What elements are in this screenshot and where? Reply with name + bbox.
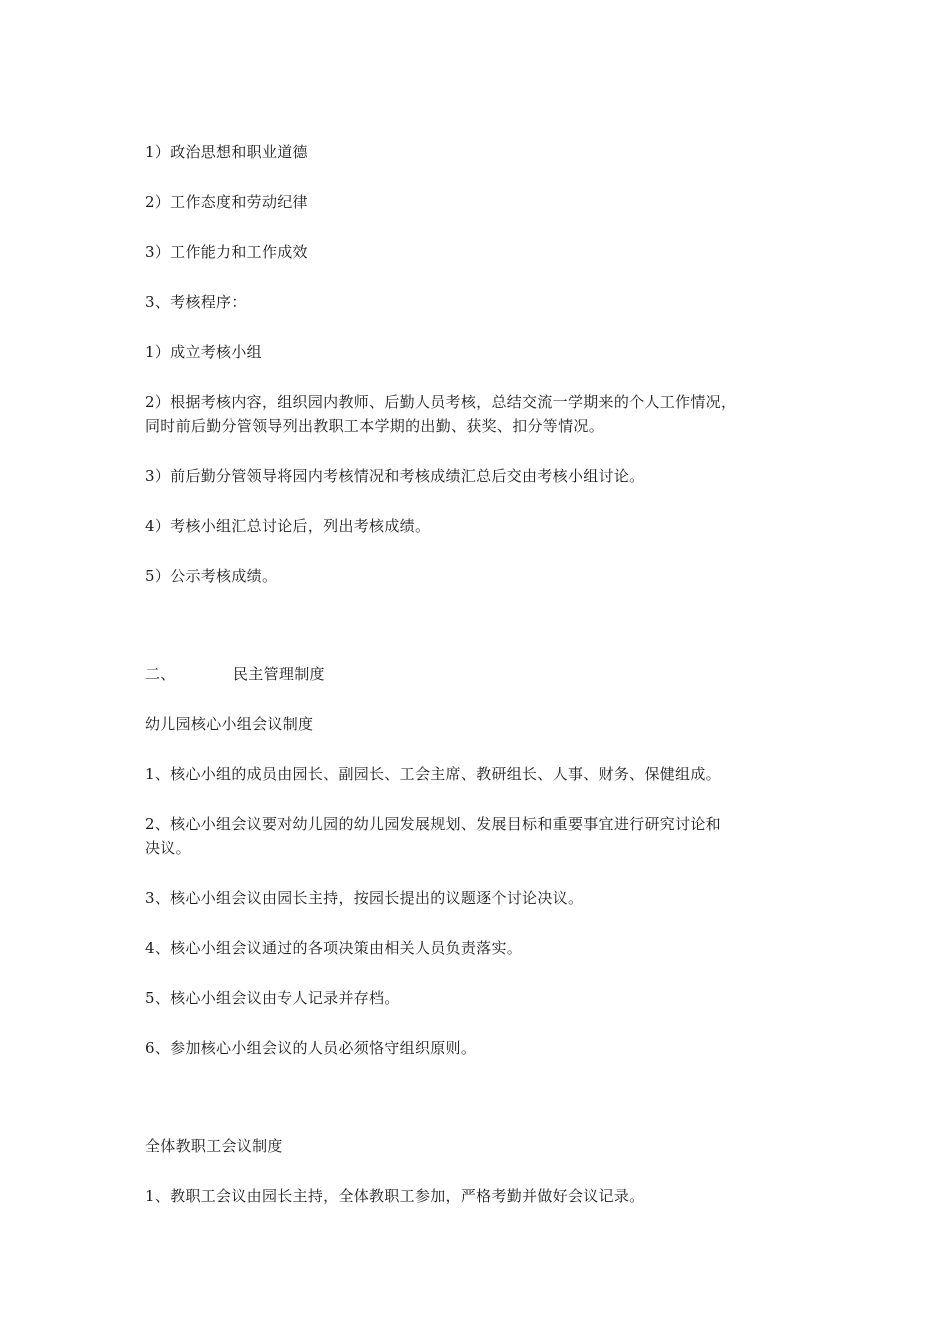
list-item: 5、核心小组会议由专人记录并存档。 (145, 989, 400, 1007)
list-item: 3、核心小组会议由园长主持，按园长提出的议题逐个讨论决议。 (145, 889, 584, 907)
paragraph-line: 1）政治思想和职业道德 (145, 143, 308, 161)
section-heading (145, 662, 815, 687)
paragraph-line: 同时前后勤分管领导列出教职工本学期的出勤、获奖、扣分等情况。 (145, 417, 605, 435)
paragraph-line: 3）工作能力和工作成效 (145, 243, 308, 261)
section-title: 民主管理制度 (233, 665, 325, 683)
paragraph-line: 1）成立考核小组 (145, 343, 262, 361)
list-item: 2、核心小组会议要对幼儿园的幼儿园发展规划、发展目标和重要事宜进行研究讨论和 (145, 815, 721, 833)
subsection-title: 幼儿园核心小组会议制度 (145, 715, 314, 733)
list-item: 4、核心小组会议通过的各项决策由相关人员负责落实。 (145, 939, 523, 957)
paragraph-line: 2）根据考核内容，组织园内教师、后勤人员考核，总结交流一学期来的个人工作情况， (145, 393, 737, 411)
subsection-title: 全体教职工会议制度 (145, 1137, 283, 1155)
list-item: 1、核心小组的成员由园长、副园长、工会主席、教研组长、人事、财务、保健组成。 (145, 765, 721, 783)
section-number: 二、 (145, 665, 176, 683)
paragraph-line: 3）前后勤分管领导将园内考核情况和考核成绩汇总后交由考核小组讨论。 (145, 467, 645, 485)
paragraph-line: 4）考核小组汇总讨论后，列出考核成绩。 (145, 517, 431, 535)
list-item: 1、教职工会议由园长主持，全体教职工参加，严格考勤并做好会议记录。 (145, 1187, 645, 1205)
paragraph-line: 5）公示考核成绩。 (145, 567, 278, 585)
list-item: 决议。 (145, 839, 191, 857)
paragraph-line: 2）工作态度和劳动纪律 (145, 193, 308, 211)
subheading: 3、考核程序： (145, 293, 247, 311)
list-item: 6、参加核心小组会议的人员必须恪守组织原则。 (145, 1039, 477, 1057)
